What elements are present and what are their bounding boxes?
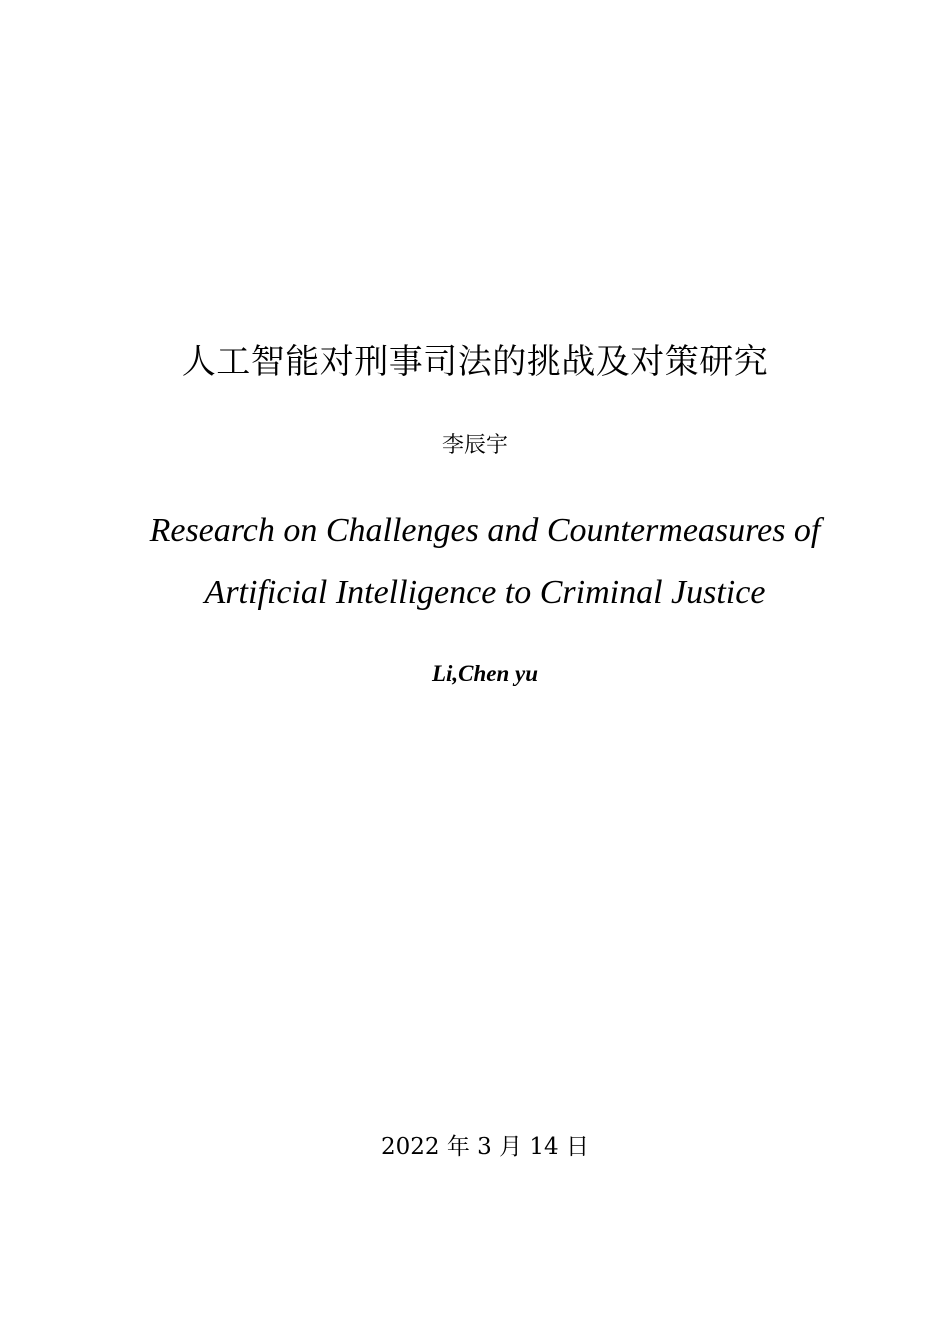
english-title-line-2: Artificial Intelligence to Criminal Justice — [204, 574, 766, 611]
english-title-line-1: Research on Challenges and Countermeasures of — [149, 512, 821, 549]
chinese-title: 人工智能对刑事司法的挑战及对策研究 — [181, 342, 769, 382]
english-title — [100, 500, 870, 624]
chinese-author: 李辰宇 — [441, 433, 508, 458]
document-date: 2022 年 3 月 14 日 — [381, 1134, 589, 1160]
english-author: Li,Chen yu — [431, 661, 539, 686]
